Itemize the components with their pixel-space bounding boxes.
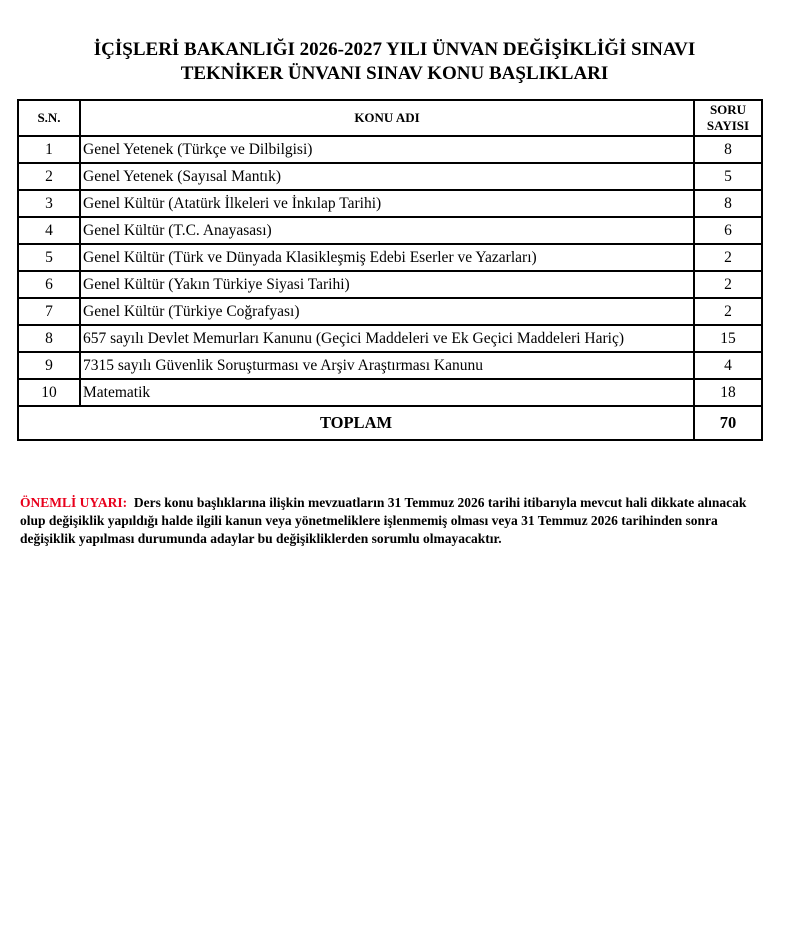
row-sn: 9 (18, 352, 80, 379)
row-topic-name: Genel Kültür (Yakın Türkiye Siyasi Tarihi) (80, 271, 694, 298)
row-question-count: 8 (694, 190, 762, 217)
row-question-count: 2 (694, 271, 762, 298)
row-topic-name: Matematik (80, 379, 694, 406)
row-question-count: 2 (694, 244, 762, 271)
warning-label: ÖNEMLİ UYARI: (20, 495, 128, 510)
table-row (18, 163, 762, 190)
row-sn: 5 (18, 244, 80, 271)
total-row (18, 406, 762, 440)
table-row (18, 352, 762, 379)
row-sn: 1 (18, 136, 80, 163)
row-topic-name: Genel Kültür (Türk ve Dünyada Klasikleşmiş Edebi Eserler ve Yazarları) (80, 244, 694, 271)
document-title (0, 38, 789, 86)
header-count-line1: SORU (709, 102, 747, 117)
header-question-count (694, 100, 762, 136)
header-count-line2: SAYISI (706, 118, 750, 133)
topics-table (17, 99, 763, 441)
row-topic-name: Genel Yetenek (Türkçe ve Dilbilgisi) (80, 136, 694, 163)
row-question-count: 8 (694, 136, 762, 163)
table-row (18, 217, 762, 244)
important-warning (20, 494, 770, 548)
row-sn: 2 (18, 163, 80, 190)
table-row (18, 298, 762, 325)
table-row (18, 190, 762, 217)
row-question-count: 18 (694, 379, 762, 406)
row-sn: 3 (18, 190, 80, 217)
title-line-2: TEKNİKER ÜNVANI SINAV KONU BAŞLIKLARI (180, 63, 609, 84)
total-value: 70 (694, 406, 762, 440)
table-row (18, 379, 762, 406)
row-topic-name: Genel Yetenek (Sayısal Mantık) (80, 163, 694, 190)
row-topic-name: Genel Kültür (Türkiye Coğrafyası) (80, 298, 694, 325)
row-question-count: 2 (694, 298, 762, 325)
warning-text: Ders konu başlıklarına ilişkin mevzuatların 31 Temmuz 2026 tarihi itibarıyla mevcut hali dikkate alınacak olup değişiklik yapıldığı halde ilgili kanun veya yönetmeliklere işlenmemiş olması veya 31 Temmuz 2026 tarihinden sonra değişiklik yapılması durumunda adaylar bu değişikliklerden sorumlu olmayacaktır. (20, 495, 747, 546)
table-row (18, 136, 762, 163)
table-header-row (18, 100, 762, 136)
row-sn: 6 (18, 271, 80, 298)
row-question-count: 5 (694, 163, 762, 190)
table-row (18, 244, 762, 271)
row-topic-name: 7315 sayılı Güvenlik Soruşturması ve Arşiv Araştırması Kanunu (80, 352, 694, 379)
header-sn: S.N. (18, 100, 80, 136)
row-sn: 10 (18, 379, 80, 406)
row-sn: 8 (18, 325, 80, 352)
row-topic-name: 657 sayılı Devlet Memurları Kanunu (Geçici Maddeleri ve Ek Geçici Maddeleri Hariç) (80, 325, 694, 352)
row-sn: 4 (18, 217, 80, 244)
row-topic-name: Genel Kültür (T.C. Anayasası) (80, 217, 694, 244)
row-question-count: 15 (694, 325, 762, 352)
row-topic-name: Genel Kültür (Atatürk İlkeleri ve İnkılap Tarihi) (80, 190, 694, 217)
table-row (18, 325, 762, 352)
title-line-1: İÇİŞLERİ BAKANLIĞI 2026-2027 YILI ÜNVAN DEĞİŞİKLİĞİ SINAVI (93, 39, 696, 60)
row-question-count: 4 (694, 352, 762, 379)
total-label: TOPLAM (18, 406, 694, 440)
row-question-count: 6 (694, 217, 762, 244)
table-row (18, 271, 762, 298)
header-topic-name: KONU ADI (80, 100, 694, 136)
row-sn: 7 (18, 298, 80, 325)
